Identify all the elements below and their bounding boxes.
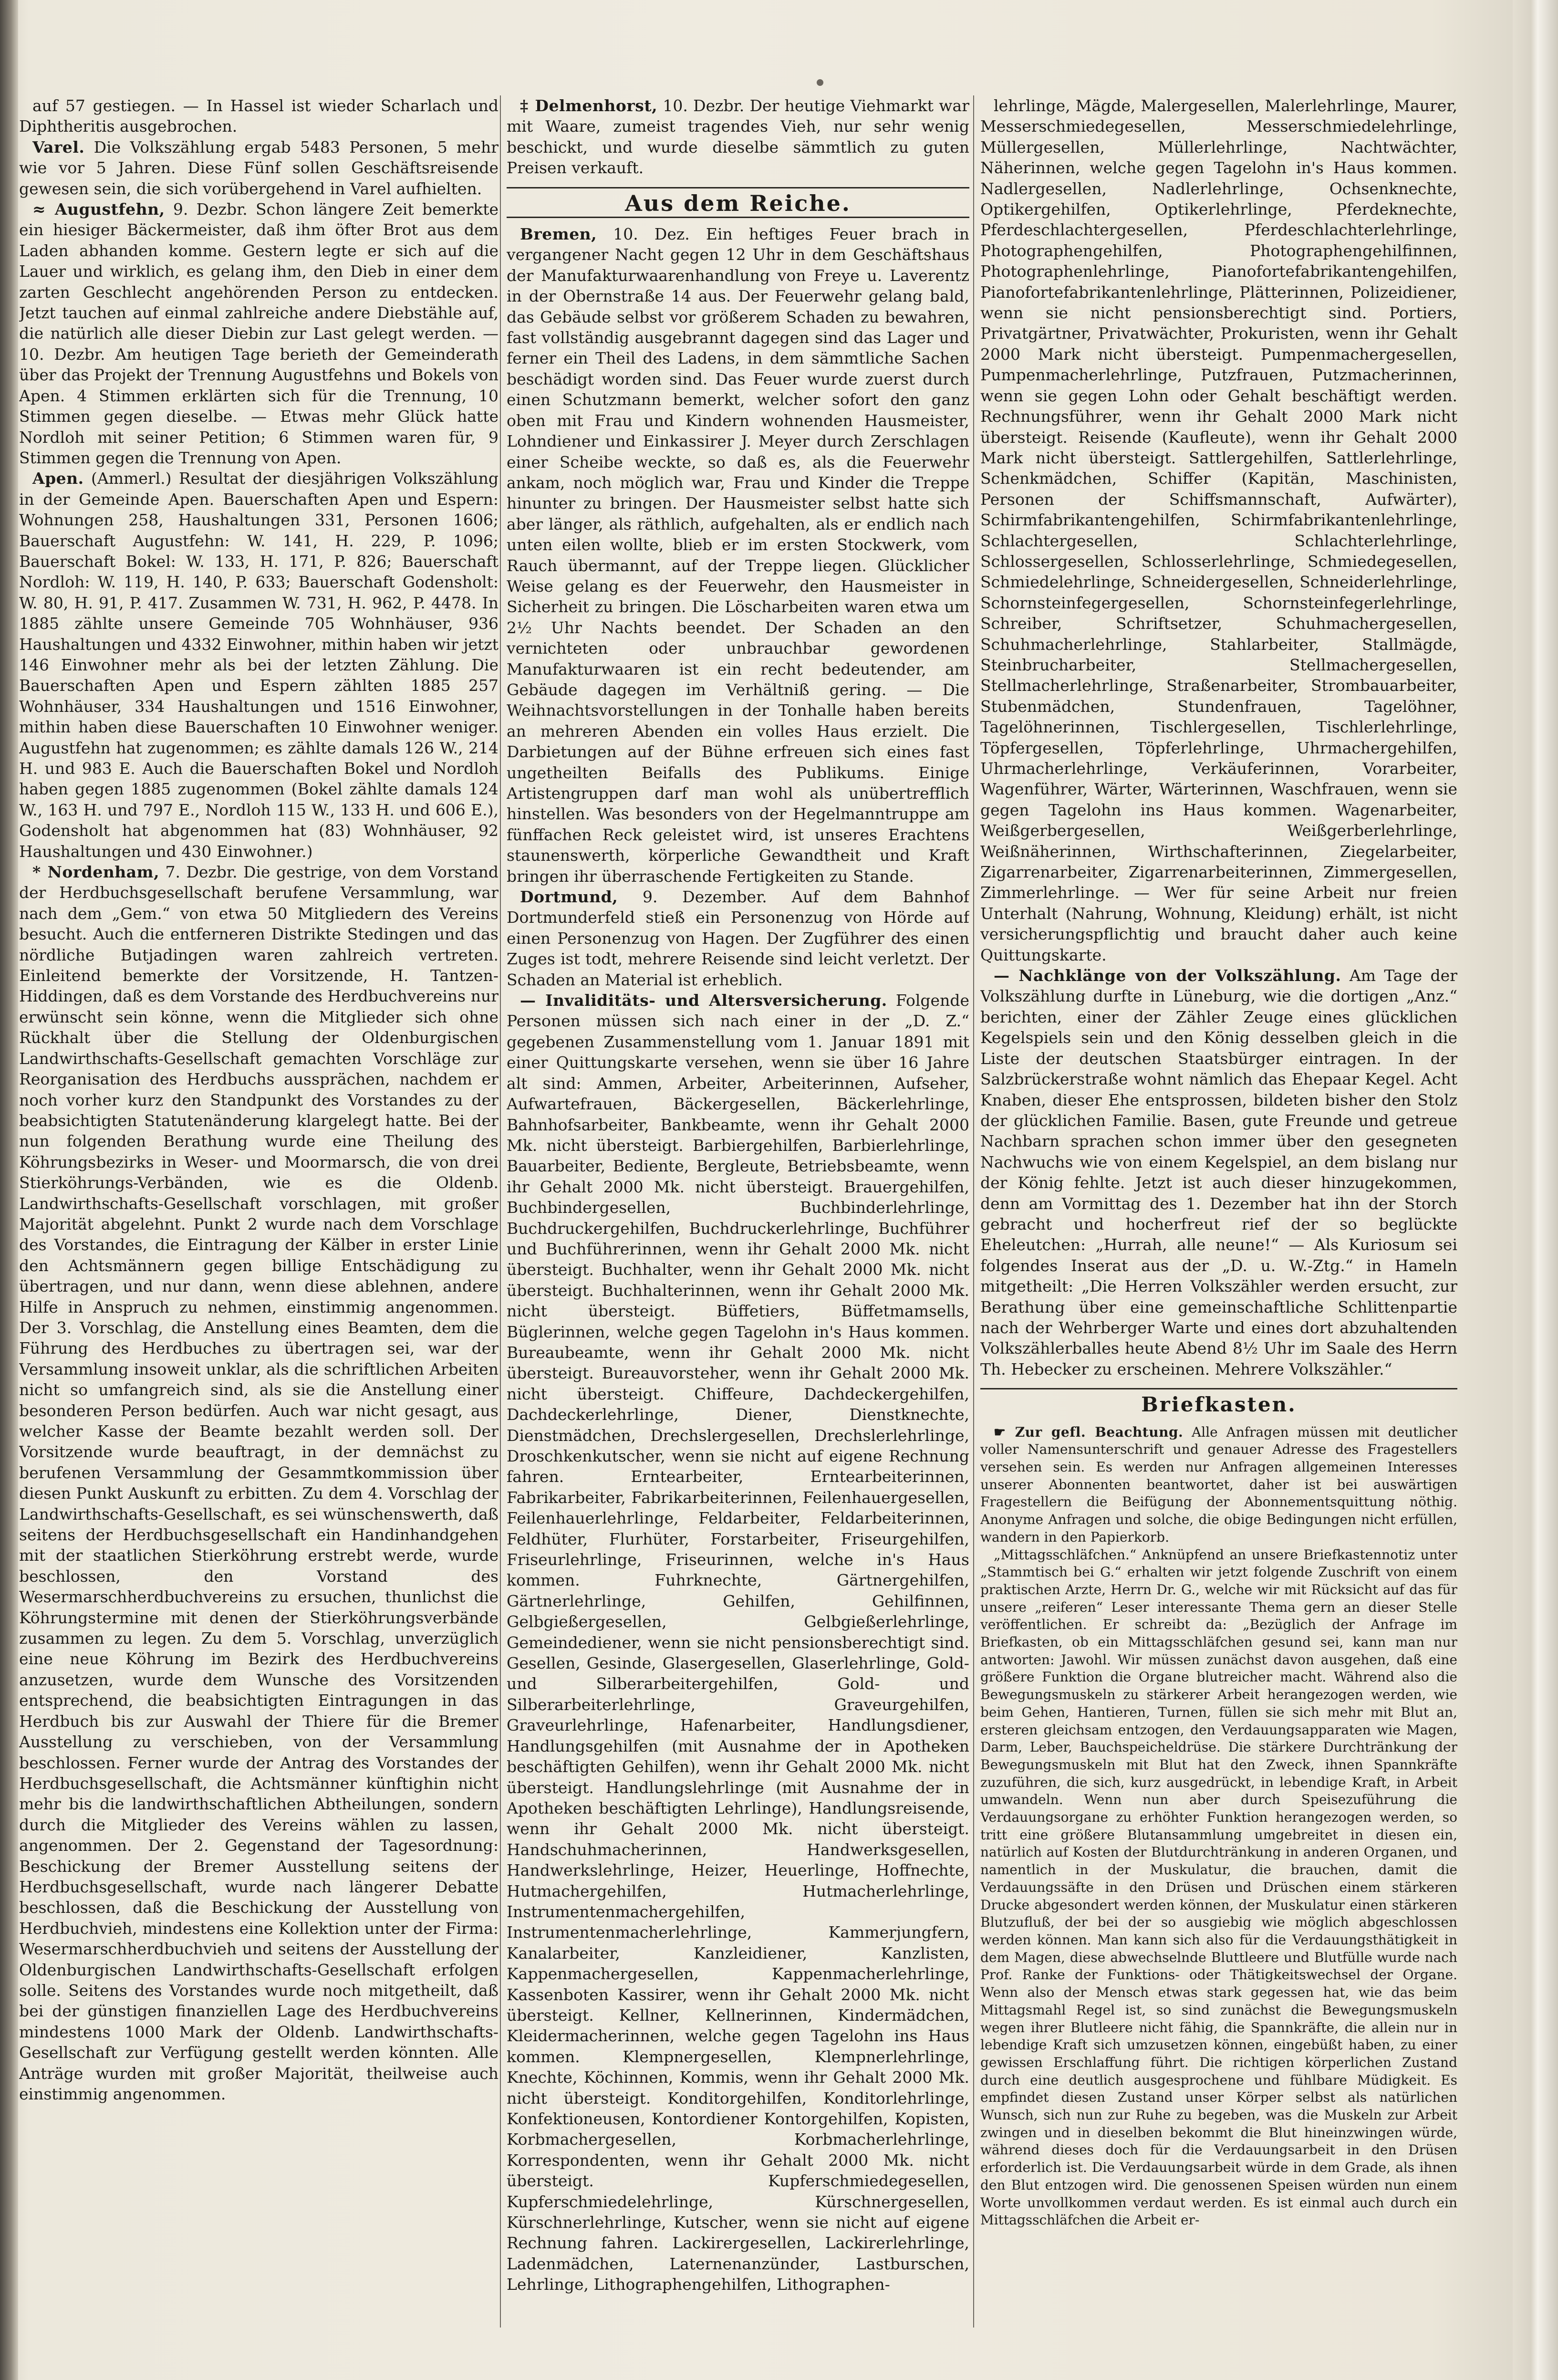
section-heading: Briefkasten. [980, 1388, 1457, 1418]
article-paragraph: „Mittagsschläfchen.“ Anknüpfend an unsere Briefkastennotiz unter „Stammtisch bei G.“ erhalten wir jetzt folgende Zuschrift von einem praktischen Arzte, Herrn Dr. G., welche wir mit Rücksicht auf das für unsere „reiferen“ Leser interessante Thema gern an dieser Stelle veröffentlichen. Er schreibt da: „Bezüglich der Anfrage im Briefkasten, ob ein Mittagsschläfchen gesund sei, kann man nur antworten: Jawohl. Wir müssen zunächst davon ausgehen, daß eine größere Funktion die Organe blutreicher macht. Während also die Bewegungsmuskeln zu stärkerer Arbeit herangezogen werden, wie beim Gehen, Hantieren, Turnen, füllen sie sich mehr mit Blut an, ersteren gleichsam entzogen, den Verdauungsapparaten wie Magen, Darm, Leber, Bauchspeicheldrüse. Die stärkere Durchtränkung der Bewegungsmuskeln mit Blut hat den Zweck, ihnen Spannkräfte zuzuführen, die sich, kurz ausgedrückt, in lebendige Kraft, in Arbeit umwandeln. Wenn nun aber durch Speisezuführung die Verdauungsorgane zu erhöhter Funktion herangezogen werden, so tritt eine größere Blutansammlung umgebreitet in diesen ein, natürlich auf Kosten der Blutdurchtränkung in anderen Organen, und namentlich in der Muskulatur, die brauchen, damit die Verdauungssäfte in den Drüsen und Drüschen einem stärkeren Drucke abgesondert werden können, der Muskulatur einen stärkeren Blutzufluß, der bei der so ausgiebig wie möglich abgeschlossen werden können. Man kann sich also für die Verdauungsthätigkeit in dem Magen, diese abwechselnde Bluttleere und Blutfülle wurde nach Prof. Ranke der Funktions- oder Thätigkeitswechsel der Organe. Wenn also der Mensch etwas stark gegessen hat, wie das beim Mittagsmahl Regel ist, so sind zunächst die Bewegungsmuskeln wegen ihrer Blutleere nicht fähig, die Spannkräfte, die allein nur in lebendige Kraft sich umzusetzen können, eingebüßt haben, zu einer gewissen Erschlaffung führt. Die richtigen körperlichen Zustand durch eine deutlich ausgesprochene und fühlbare Müdigkeit. Es empfindet diesen Zustand unser Körper selbst als natürlichen Wunsch, sich nun zur Ruhe zu begeben, was die Muskeln zur Arbeit zwingen und in dieselben bekommt die Blut hineinzwingen würde, während dieses doch für die Verdauungsarbeit in den Drüsen erforderlich ist. Die Verdauungsarbeit würde in dem Grade, als ihnen den Blut entzogen wird. Die genossenen Speisen würden nun einem Worte unvollkommen verdaut werden. Es ist einmal auch durch ein Mittagsschläfchen die Arbeit er- [980, 1546, 1457, 2228]
column-1 [19, 95, 499, 2323]
article-paragraph: — Nachklänge von der Volkszählung. Am Tage der Volkszählung durfte in Lüneburg, wie die dortigen „Anz.“ berichten, einer der Zähler Zeuge eines glücklichen Kegelspiels sein und den König desselben gleich in die Liste der deutschen Staatsbürger eintragen. In der Salzbrückerstraße wohnt nämlich das Ehepaar Kegel. Acht Knaben, dieser Ehe entsprossen, bildeten bisher den Stolz der glücklichen Familie. Basen, gute Freunde und getreue Nachbarn sprachen schon immer über den gesegneten Nachwuchs wie von einem Kegelspiel, an dem bislang nur der König fehlte. Jetzt ist auch dieser hinzugekommen, denn am Vormittag des 1. Dezember hat ihn der Storch gebracht und hocherfreut rief der so beglückte Eheleutchen: „Hurrah, alle neune!“ — Als Kuriosum sei folgendes Inserat aus der „D. u. W.-Ztg.“ in Hameln mitgetheilt: „Die Herren Volkszähler werden ersucht, zur Berathung über eine gemeinschaftliche Schlittenpartie nach der Wehrberger Warte und eines dort abzuhaltenden Volkszählerballes heute Abend 8½ Uhr im Saale des Herrn Th. Hebecker zu erscheinen. Mehrere Volkszähler.“ [980, 966, 1457, 1378]
article-paragraph: ☛ Zur gefl. Beachtung. Alle Anfragen müssen mit deutlicher voller Namensunterschrift und genauer Adresse des Fragestellers versehen sein. Es werden nur Anfragen allgemeinen Interesses unserer Abonnenten beantwortet, daher ist bei auswärtigen Fragestellern die Beifügung der Abonnementsquittung nöthig. Anonyme Anfragen und solche, die obige Bedingungen nicht erfüllen, wandern in den Papierkorb. [980, 1424, 1457, 1545]
column-rule [973, 95, 974, 2328]
column-rule [500, 95, 501, 2328]
article-paragraph: lehrlinge, Mägde, Malergesellen, Malerlehrlinge, Maurer, Messerschmiedegesellen, Messerschmiedelehrlinge, Müllergesellen, Müllerlehrlinge, Nachtwächter, Näherinnen, welche gegen Tagelohn in's Haus kommen. Nadlergesellen, Nadlerlehrlinge, Ochsenknechte, Optikergehilfen, Optikerlehrlinge, Pferdeknechte, Pferdeschlachtergesellen, Pferdeschlachterlehrlinge, Photographengehilfen, Photographengehilfinnen, Photographenlehrlinge, Pianofortefabrikantengehilfen, Pianofortefabrikantenlehrlinge, Plätterinnen, Polizeidiener, wenn sie nicht pensionsberechtigt sind. Portiers, Privatgärtner, Privatwächter, Prokuristen, wenn ihr Gehalt 2000 Mark nicht übersteigt. Pumpenmachergesellen, Pumpenmacherlehrlinge, Putzfrauen, Putzmacherinnen, wenn sie gegen Lohn oder Gehalt beschäftigt werden. Rechnungsführer, wenn ihr Gehalt 2000 Mark nicht übersteigt. Reisende (Kaufleute), wenn ihr Gehalt 2000 Mark nicht übersteigt. Sattlergehilfen, Sattlerlehrlinge, Schenkmädchen, Schiffer (Kapitän, Maschinisten, Personen der Schiffsmannschaft, Aufwärter), Schirmfabrikantengehilfen, Schirmfabrikantenlehrlinge, Schlachtergesellen, Schlachterlehrlinge, Schlossergesellen, Schlosserlehrlinge, Schmiedegesellen, Schmiedelehrlinge, Schneidergesellen, Schneiderlehrlinge, Schornsteinfegergesellen, Schornsteinfegerlehrlinge, Schreiber, Schriftsetzer, Schuhmachergesellen, Schuhmacherlehrlinge, Stahlarbeiter, Stallmägde, Steinbrucharbeiter, Stellmachergesellen, Stellmacherlehrlinge, Straßenarbeiter, Strombauarbeiter, Stubenmädchen, Stundenfrauen, Tagelöhner, Tagelöhnerinnen, Tischlergesellen, Tischlerlehrlinge, Töpfergesellen, Töpferlehrlinge, Uhrmachergehilfen, Uhrmacherlehrlinge, Verkäuferinnen, Vorarbeiter, Wagenführer, Wärter, Wärterinnen, Waschfrauen, wenn sie gegen Tagelohn ins Haus kommen. Wagenarbeiter, Weißgerbergesellen, Weißgerberlehrlinge, Weißnäherinnen, Wirthschafterinnen, Ziegelarbeiter, Zigarrenarbeiter, Zigarrenarbeiterinnen, Zimmergesellen, Zimmerlehrlinge. — Wer für seine Arbeit nur freien Unterhalt (Nahrung, Wohnung, Kleidung) erhält, ist nicht versicherungspflichtig und braucht daher auch keine Quittungskarte. [980, 96, 1457, 964]
article-paragraph: Dortmund, 9. Dezember. Auf dem Bahnhof Dortmunderfeld stieß ein Personenzug von Hörde auf einen Personenzug von Hagen. Der Zugführer des einen Zuges ist todt, mehrere Reisende sind leicht verletzt. Der Schaden an Material ist erheblich. [507, 887, 969, 989]
article-paragraph: ‡ Delmenhorst, 10. Dezbr. Der heutige Viehmarkt war mit Waare, zumeist tragendes Vieh, nur sehr wenig beschickt, und wurde dieselbe sämmtlich zu guten Preisen verkauft. [507, 96, 969, 177]
binding-edge [0, 0, 18, 2380]
column-2 [507, 95, 969, 2323]
article-paragraph: auf 57 gestiegen. — In Hassel ist wieder Scharlach und Diphtheritis ausgebrochen. [19, 96, 499, 136]
page-mark [817, 79, 823, 86]
article-paragraph: Bremen, 10. Dez. Ein heftiges Feuer brach in vergangener Nacht gegen 12 Uhr in dem Geschäftshaus der Manufakturwaarenhandlung von Freye u. Laverentz in der Obernstraße 14 aus. Der Feuerwehr gelang bald, das Gebäude selbst vor größerem Schaden zu bewahren, fast vollständig ausgebrannt dagegen sind das Lager und ferner ein Theil des Ladens, in dem sämmtliche Sachen beschädigt worden sind. Das Feuer wurde zuerst durch einen Schutzmann bemerkt, welcher sofort den ganz oben mit Frau und Kindern wohnenden Hausmeister, Lohndiener und Einkassirer J. Meyer durch Zerschlagen einer Scheibe weckte, so daß es, als die Feuerwehr ankam, noch möglich war, Frau und Kinder die Treppe hinunter zu bringen. Der Hausmeister selbst hatte sich aber länger, als räthlich, aufgehalten, als er endlich nach unten eilen wollte, blieb er im ersten Stockwerk, vom Rauch übermannt, auf der Treppe liegen. Glücklicher Weise gelang es der Feuerwehr, den Hausmeister in Sicherheit zu bringen. Die Löscharbeiten waren etwa um 2½ Uhr Nachts beendet. Der Schaden an den vernichteten oder unbrauchbar gewordenen Manufakturwaaren ist ein recht bedeutender, am Gebäude dagegen im Verhältniß gering. — Die Weihnachtsvorstellungen in der Tonhalle haben bereits an mehreren Abenden ein volles Haus erzielt. Die Darbietungen auf der Bühne erfreuen sich eines fast ungetheilten Beifalls des Publikums. Einige Artistengruppen darf man wohl als unübertrefflich hinstellen. Was besonders von der Hegelmanntruppe am fünffachen Reck geleistet wird, ist unseres Erachtens staunenswerth, körperliche Gewandtheit und Kraft bringen ihr überraschende Fertigkeiten zu Stande. [507, 225, 969, 886]
page-edge [1513, 0, 1558, 2380]
article-paragraph: ≈ Augustfehn, 9. Dezbr. Schon längere Zeit bemerkte ein hiesiger Bäckermeister, daß ihm öfter Brot aus dem Laden abhanden komme. Gestern legte er sich auf die Lauer und wirklich, es gelang ihm, den Dieb in einer dem zarten Geschlecht angehörenden Person zu entdecken. Jetzt tauchen auf einmal zahlreiche andere Diebstähle auf, die natürlich alle dieser Diebin zur Last gelegt werden. — 10. Dezbr. Am heutigen Tage berieth der Gemeinderath über das Projekt der Trennung Augustfehns und Bokels von Apen. 4 Stimmen erklärten sich für die Trennung, 10 Stimmen gegen dieselbe. — Etwas mehr Glück hatte Nordloh mit seiner Petition; 6 Stimmen waren für, 9 Stimmen gegen die Trennung von Apen. [19, 200, 499, 467]
article-paragraph: — Invaliditäts- und Altersversicherung. Folgende Personen müssen sich nach einer in der „D. Z.“ gegebenen Zusammenstellung vom 1. Januar 1891 mit einer Quittungskarte versehen, wenn sie über 16 Jahre alt sind: Ammen, Arbeiter, Arbeiterinnen, Aufseher, Aufwartefrauen, Bäckergesellen, Bäckerlehrlinge, Bahnhofsarbeiter, Bankbeamte, wenn ihr Gehalt 2000 Mk. nicht übersteigt. Barbiergehilfen, Barbierlehrlinge, Bauarbeiter, Bediente, Bergleute, Betriebsbeamte, wenn ihr Gehalt 2000 Mk. nicht übersteigt. Brauergehilfen, Buchbindergesellen, Buchbinderlehrlinge, Buchdruckergehilfen, Buchdruckerlehrlinge, Buchführer und Buchführerinnen, wenn ihr Gehalt 2000 Mk. nicht übersteigt. Buchhalter, wenn ihr Gehalt 2000 Mk. nicht übersteigt. Buchhalterinnen, wenn ihr Gehalt 2000 Mk. nicht übersteigt. Büffetiers, Büffetmamsells, Büglerinnen, welche gegen Tagelohn in's Haus kommen. Bureaubeamte, wenn ihr Gehalt 2000 Mk. nicht übersteigt. Bureauvorsteher, wenn ihr Gehalt 2000 Mk. nicht übersteigt. Chiffeure, Dachdeckergehilfen, Dachdeckerlehrlinge, Diener, Dienstknechte, Dienstmädchen, Drechslergesellen, Drechslerlehrlinge, Droschkenkutscher, wenn sie nicht auf eigene Rechnung fahren. Erntearbeiter, Erntearbeiterinnen, Fabrikarbeiter, Fabrikarbeiterinnen, Feilenhauergesellen, Feilenhauerlehrlinge, Feldarbeiter, Feldarbeiterinnen, Feldhüter, Flurhüter, Forstarbeiter, Friseurgehilfen, Friseurlehrlinge, Friseurinnen, welche in's Haus kommen. Fuhrknechte, Gärtnergehilfen, Gärtnerlehrlinge, Gehilfen, Gehilfinnen, Gelbgießergesellen, Gelbgießerlehrlinge, Gemeindediener, wenn sie nicht pensionsberechtigt sind. Gesellen, Gesinde, Glasergesellen, Glaserlehrlinge, Gold- und Silberarbeitergehilfen, Gold- und Silberarbeiterlehrlinge, Graveurgehilfen, Graveurlehrlinge, Hafenarbeiter, Handlungsdiener, Handlungsgehilfen (mit Ausnahme der in Apotheken beschäftigten Gehilfen), wenn ihr Gehalt 2000 Mk. nicht übersteigt. Handlungslehrlinge (mit Ausnahme der in Apotheken beschäftigten Lehrlinge), Handlungsreisende, wenn ihr Gehalt 2000 Mk. nicht übersteigt. Handschuhmacherinnen, Handwerksgesellen, Handwerkslehrlinge, Heizer, Heuerlinge, Hoffnechte, Hutmachergehilfen, Hutmacherlehrlinge, Instrumentenmachergehilfen, Instrumentenmacherlehrlinge, Kammerjungfern, Kanalarbeiter, Kanzleidiener, Kanzlisten, Kappenmachergesellen, Kappenmacherlehrlinge, Kassenboten Kassirer, wenn ihr Gehalt 2000 Mk. nicht übersteigt. Kellner, Kellnerinnen, Kindermädchen, Kleidermacherinnen, welche gegen Tagelohn ins Haus kommen. Klempnergesellen, Klempnerlehrlinge, Knechte, Köchinnen, Kommis, wenn ihr Gehalt 2000 Mk. nicht übersteigt. Konditorgehilfen, Konditorlehrlinge, Konfektioneusen, Kontordiener Kontorgehilfen, Kopisten, Korbmachergesellen, Korbmacherlehrlinge, Korrespondenten, wenn ihr Gehalt 2000 Mk. nicht übersteigt. Kupferschmiedegesellen, Kupferschmiedelehrlinge, Kürschnergesellen, Kürschnerlehrlinge, Kutscher, wenn sie nicht auf eigene Rechnung fahren. Lackirergesellen, Lackirerlehrlinge, Ladenmädchen, Laternenanzünder, Lastburschen, Lehrlinge, Lithographengehilfen, Lithographen- [507, 991, 969, 2294]
article-paragraph: Varel. Die Volkszählung ergab 5483 Personen, 5 mehr wie vor 5 Jahren. Diese Fünf sollen Geschäftsreisende gewesen sein, die sich vorübergehend in Varel aufhielten. [19, 137, 499, 198]
column-3 [980, 95, 1457, 2323]
article-paragraph: Apen. (Ammerl.) Resultat der diesjährigen Volkszählung in der Gemeinde Apen. Bauerschaften Apen und Espern: Wohnungen 258, Haushaltungen 331, Personen 1606; Bauerschaft Augustfehn: W. 141, H. 229, P. 1096; Bauerschaft Bokel: W. 133, H. 171, P. 826; Bauerschaft Nordloh: W. 119, H. 140, P. 633; Bauerschaft Godensholt: W. 80, H. 91, P. 417. Zusammen W. 731, H. 962, P. 4478. In 1885 zählte unsere Gemeinde 705 Wohnhäuser, 936 Haushaltungen und 4332 Einwohner, mithin haben wir jetzt 146 Einwohner mehr als bei der letzten Zählung. Die Bauerschaften Apen und Espern zählten 1885 257 Wohnhäuser, 334 Haushaltungen und 1516 Einwohner, mithin haben diese Bauerschaften 10 Einwohner weniger. Augustfehn hat zugenommen; es zählte damals 126 W., 214 H. und 983 E. Auch die Bauerschaften Bokel und Nordloh haben gegen 1885 zugenommen (Bokel zählte damals 124 W., 163 H. und 797 E., Nordloh 115 W., 133 H. und 606 E.), Godensholt hat abgenommen hat (83) Wohnhäuser, 92 Haushaltungen und 430 Einwohner.) [19, 469, 499, 861]
article-paragraph: * Nordenham, 7. Dezbr. Die gestrige, von dem Vorstand der Herdbuchsgesellschaft berufene Versammlung, war nach dem „Gem.“ von etwa 50 Mitgliedern des Vereins besucht. Auch die entferneren Distrikte Stedingen und das nördliche Butjadingen waren zahlreich vertreten. Einleitend bemerkte der Vorsitzende, H. Tantzen-Hiddingen, daß es dem Vorstande des Herdbuchvereins nur erwünscht sein könne, wenn die Mitglieder sich ohne Rückhalt über die Stellung der Oldenburgischen Landwirthschafts-Gesellschaft gemachten Vorschläge zur Reorganisation des Herdbuchs aussprächen, nachdem er noch vorher kurz den Standpunkt des Vorstandes zu der beabsichtigten Statutenänderung klargelegt hatte. Bei der nun folgenden Berathung wurde eine Theilung des Köhrungsbezirks in Weser- und Moormarsch, die von drei Stierköhrungs-Verbänden, wie es die Oldenb. Landwirthschafts-Gesellschaft vorschlagen, mit großer Majorität abgelehnt. Punkt 2 wurde nach dem Vorschlage des Vorstandes, die Eintragung der Kälber in erster Linie den Achtsmännern gegen billige Entschädigung zu übertragen, und nur dann, wenn diese ablehnen, andere Hilfe in Anspruch zu nehmen, einstimmig angenommen. Der 3. Vorschlag, die Anstellung eines Beamten, dem die Führung des Herdbuches zu übertragen sei, war der Versammlung insoweit unklar, als die schriftlichen Arbeiten nicht so umfangreich sind, als sie die Anstellung einer besonderen Person bedürfen. Auch war nicht gesagt, aus welcher Kasse der Beamte bezahlt werden soll. Der Vorsitzende wurde beauftragt, in der demnächst zu berufenen Versammlung der Gesammtkommission über diesen Punkt Auskunft zu erbitten. Zu dem 4. Vorschlag der Landwirthschafts-Gesellschaft, es sei wünschenswerth, daß seitens der Herdbuchsgesellschaft ein Handinhandgehen mit der staatlichen Stierköhrung erstrebt werde, wurde beschlossen, den Vorstand des Wesermarschherdbuchvereins zu ersuchen, thunlichst die Köhrungstermine mit denen der Stierköhrungsverbände zusammen zu legen. Zu dem 5. Vorschlag, unverzüglich eine neue Köhrung im Bezirk des Herdbuchvereins anzusetzen, wurde dem Wunsche des Vorsitzenden entsprechend, die beabsichtigten Eintragungen in das Herdbuch bis zur Auswahl der Thiere für die Bremer Ausstellung zu verschieben, von der Versammlung beschlossen. Ferner wurde der Antrag des Vorstandes der Herdbuchsgesellschaft, die Achtsmänner künftighin nicht mehr bis die landwirthschaftlichen Abtheilungen, sondern durch die Mitglieder des Vereins wählen zu lassen, angenommen. Der 2. Gegenstand der Tagesordnung: Beschickung der Bremer Ausstellung seitens der Herdbuchsgesellschaft, wurde nach längerer Debatte beschlossen, daß die Beschickung der Ausstellung von Herdbuchvieh, mindestens eine Kollektion unter der Firma: Wesermarschherdbuchvieh und seitens der Ausstellung der Oldenburgischen Landwirthschafts-Gesellschaft erfolgen solle. Seitens des Vorstandes wurde noch mitgetheilt, daß bei der günstigen finanziellen Lage des Herdbuchvereins mindestens 1000 Mark der Oldenb. Landwirthschafts-Gesellschaft zur Verfügung gestellt werden könnten. Alle Anträge wurden mit großer Majorität, theilweise auch einstimmig angenommen. [19, 863, 499, 2103]
section-heading: Aus dem Reiche. [507, 187, 969, 218]
